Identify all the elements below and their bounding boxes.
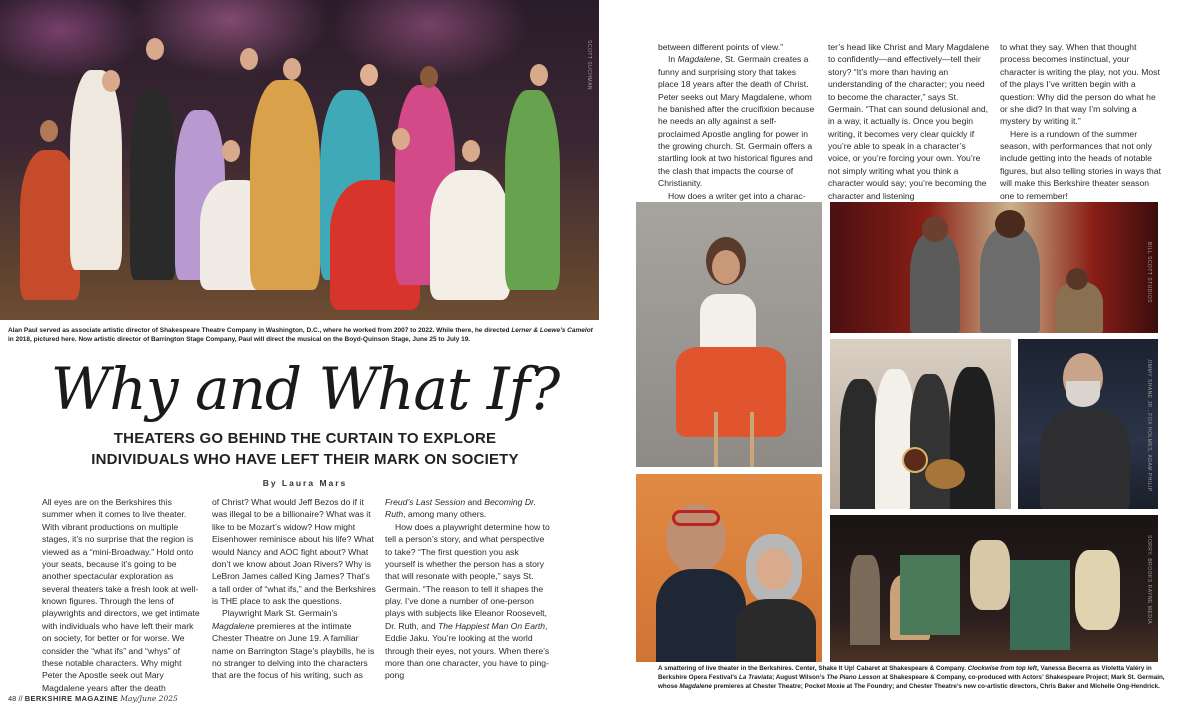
photo-piano-lesson — [830, 202, 1158, 333]
body-column-1: All eyes are on the Berkshires this summer when it comes to live theater. With vibrant productions on multiple stages, it’s no surprise that the region is viewed as a “mini-Broadway.” Hold onto your seats, because it’s going to be another spectacular exploration as several theaters take a fresh look at well-known figures. Through the lens of playwrights and directors, we get intimate with individuals who have left their mark on society, for better or for worse. We consider the “what ifs” and “whys” of these notable characters. Why might Peter the Apostle seek out Mary Magdalene years after the death — [42, 497, 200, 693]
hero-photo-credit: SCOTT SUCHMAN — [586, 40, 592, 91]
page-footer — [8, 694, 178, 703]
article-headline: Why and What If? — [50, 355, 560, 423]
magazine-name: BERKSHIRE MAGAZINE — [24, 694, 119, 703]
photo-pocket-moxie — [830, 515, 1158, 662]
article-byline: By Laura Mars — [262, 478, 348, 488]
body-column-4: between different points of view.” In Magdalene, St. Germain creates a funny and surprising story that takes place 18 years after the death of Christ. Peter seeks out Mary Magdalene, whom he banished after the crucifixion because he needs an ally against a self-proclaimed Apostle angling for power in the growing church. St. Germain offers a startling look at two historical figures and the clash that impacts the course of Christianity. How does a writer get into a charac- — [658, 42, 815, 201]
body-column-3: Freud’s Last Session and Becoming Dr. Ruth, among many others. How does a playwright determine how to tell a person’s story, and what perspective to take? “The first question you ask yourself is whether the person has a story that will resonate with people,” says St. Germain. “The reason to tell it shapes the play. I’ve done a number of one-person plays with subjects like Eleanor Roosevelt, Dr. Ruth, and The Happiest Man On Earth, Eddie Jaku. You’re looking at the world through their eyes, not yours. When there’s more than one character, you have to ping-pong — [385, 497, 550, 681]
article-deck: THEATERS GO BEHIND THE CURTAIN TO EXPLORE INDIVIDUALS WHO HAVE LEFT THEIR MARK ON SOCIETY — [91, 430, 519, 468]
footer-separator: // — [18, 694, 23, 703]
gallery-caption: A smattering of live theater in the Berkshires. Center, Shake It Up! Cabaret at Shakespeare & Company. Clockwise from top left, Vanessa Becerra as Violetta Valéry in Berkshire Opera Festival’s La Traviata; August Wilson’s The Piano Lesson at Shakespeare & Company, co-produced with Actors’ Shakespeare Project; Mark St. Germain, whose Magdalene premieres at Chester Theatre; Pocket Moxie at The Foundry; and Chester Theatre’s new co-artistic directors, Chris Baker and Michelle Ong-Hendrick. — [658, 665, 1165, 691]
hero-caption: Alan Paul served as associate artistic director of Shakespeare Theatre Company in Washington, D.C., where he worked from 2007 to 2022. While there, he directed Lerner & Loewe’s Camelot in 2018, pictured here. Now artistic director of Barrington Stage Company, Paul will direct the musical on the Boyd-Quinson Stage, June 25 to July 19. — [8, 327, 593, 344]
photo-shake-it-up — [830, 339, 1011, 509]
photo-violetta — [636, 202, 822, 467]
issue-date: May/June 2025 — [120, 694, 178, 703]
page-number: 48 — [8, 694, 17, 703]
hero-stage-photo — [0, 0, 599, 320]
gallery-credit-mid: JIMMY SHANE JR., FOX HOLMES, ADAM PHILIP — [1146, 359, 1152, 492]
body-column-5: ter’s head like Christ and Mary Magdalene to confidently—and effectively—tell their story? “It’s more than having an understanding of the character; you need to become the character,” says St. Germain. “That can sound delusional and, in a way, it actually is. Once you begin writing, it becomes very clear quickly if you’re able to speak in a character’s voice, or you’re forcing your own. You’re not simply writing what you think a character would say; you’re becoming the character and listening — [828, 42, 990, 201]
gallery-credit-bottom: SORRY, BROOKS RAYNE MEDIA — [1146, 535, 1152, 625]
body-column-2: of Christ? What would Jeff Bezos do if it was illegal to be a billionaire? What was it like to be Mozart’s widow? How might Eisenhower reminisce about his life? What would Nancy and AOC fight about? What don’t we know about Joan Rivers? Why is LeBron James called King James? That’s a tall order of “what ifs,” and the Berkshires is THE place to ask the questions. Playwright Mark St. Germain’s Magdalene premieres at the intimate Chester Theatre on June 19. A familiar name on Barrington Stage’s playbills, he is no stranger to delving into the characters that are the focus of his writing, such as — [212, 497, 376, 681]
photo-chester-directors — [636, 474, 822, 662]
gallery-credit-top: BILL SCOTT STUDIOS — [1146, 242, 1152, 303]
body-column-6: to what they say. When that thought process becomes instinctual, your character is writing the play, not you. Most of the plays I’ve written begin with a question: Why did the person do what he or she did? In that way I’m solving a mystery by writing it.” Here is a rundown of the summer season, with performances that not only include getting into the heads of notable figures, but also telling stories in ways that will make this Berkshire theater season one to remember! — [1000, 42, 1161, 201]
photo-mark-st-germain — [1018, 339, 1158, 509]
